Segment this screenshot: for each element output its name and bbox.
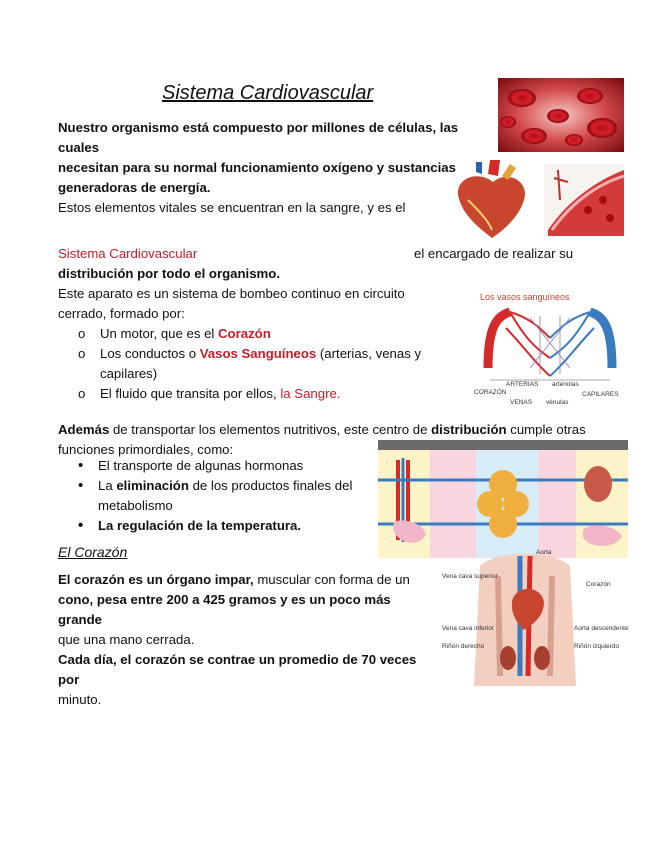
intro-line: Nuestro organismo está compuesto por millones de células, las cuales [58,120,459,155]
functions-list [76,456,376,536]
anatomy-label: Vena cava superior [442,573,498,580]
intro-line: Estos elementos vitales se encuentran en la sangre, y es el [58,200,406,215]
list-item: o Los conductos o Vasos Sanguíneos (arterias, venas y capilares) [78,344,438,384]
blood-vessels-diagram [470,288,630,408]
anatomy-label: Vena cava inferior [442,625,495,632]
list-item: o Un motor, que es el Corazón [78,324,438,344]
blood-cells-image [498,78,624,152]
vessel-label: vénulas [546,399,569,406]
heart-heading: El Corazón [58,544,128,560]
pump-paragraph [58,284,438,324]
heart-paragraph: El corazón es un órgano impar, muscular con forma de un cono, pesa entre 200 a 425 gramos y es un poco más grande que una mano cerrada. Cada día, el corazón se contrae un promedio de 70 veces por minuto. [58,572,417,707]
page-title: Sistema Cardiovascular [162,82,374,104]
intro-line: necesitan para su normal funcionamiento oxígeno y sustancias [58,160,456,175]
list-item: • La regulación de la temperatura. [76,516,376,536]
anatomy-diagram [440,546,630,686]
vessel-label: CAPILARES [582,391,619,398]
system-bold-line: distribución por todo el organismo. [58,266,280,281]
vessel-label: arteriolas [552,381,579,388]
pump-line: Este aparato es un sistema de bombeo continuo en circuito [58,286,405,301]
heart-vessels-image [448,160,628,240]
system-right-text: el encargado de realizar su [414,246,574,261]
anatomy-label: Riñón izquierdo [574,643,620,650]
anatomy-label: Aorta [536,549,552,556]
intro-line: generadoras de energía. [58,180,211,195]
vessel-label: CORAZÓN [474,389,507,396]
functions-paragraph: Además de transportar los elementos nutritivos, este centro de distribución cumple otras funciones primordiales, como: [58,422,586,457]
figure-title: Los vasos sanguíneos [480,292,570,302]
vessel-label: VENAS [510,399,533,406]
list-item: o El fluido que transita por ellos, la Sangre. [78,384,438,404]
functions-diagram [378,440,628,558]
pump-line: cerrado, formado por: [58,306,185,321]
anatomy-label: Riñón derecho [442,643,485,650]
vessel-label: ARTERIAS [506,381,539,388]
anatomy-label: Corazón [586,581,611,588]
intro-paragraph [58,118,488,218]
anatomy-label: Aorta descendente [574,625,629,632]
list-item: • El transporte de algunas hormonas [76,456,376,476]
system-label: Sistema Cardiovascular [58,246,198,261]
list-item: • La eliminación de los productos finales del metabolismo [76,476,376,516]
pump-list [78,324,438,404]
